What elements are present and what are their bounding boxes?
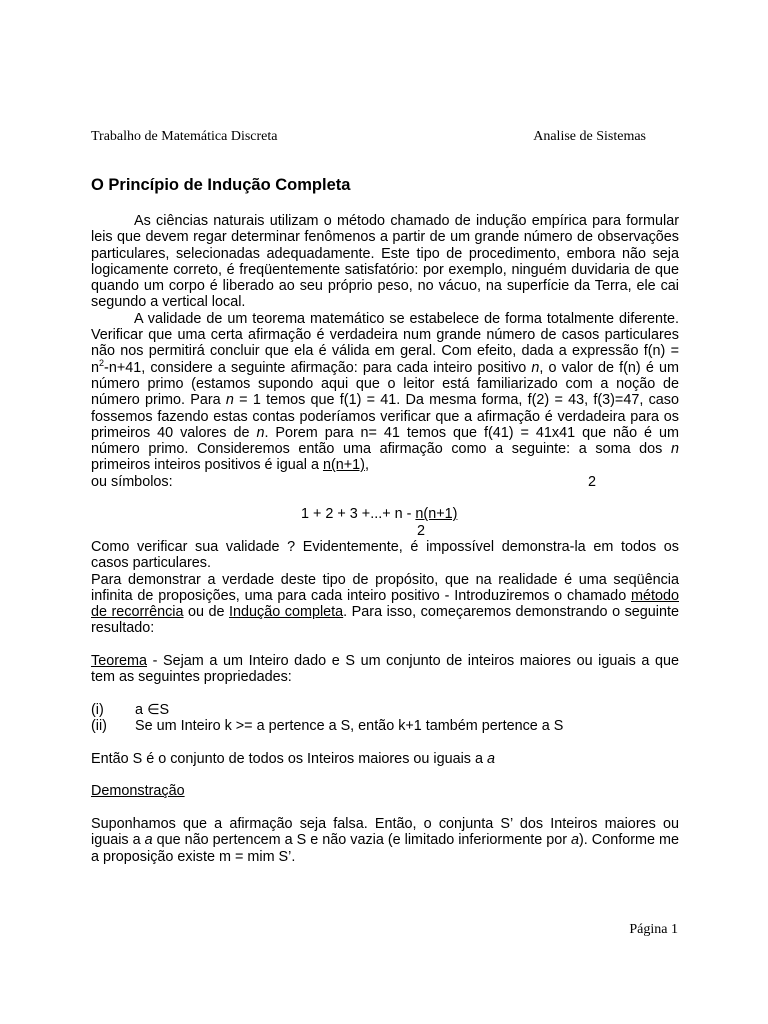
text-run: A validade de um teorema matemático se estabelece de forma totalmente diferente. Verificar que uma certa afirmação é verdadeira num grande número de casos particulares não nos permitirá concluir que ela é válida em geral. Com efeito, dada a expressão f(n) = n [91, 310, 679, 376]
variable-a: a [144, 832, 153, 849]
spacer [91, 800, 679, 816]
text-run: = 1 temos que f(1) = 41. Da mesma forma, f(2) = 43, f(3)=47, caso fossemos fazendo estas contas poderíamos verificar que a afirmação é verdadeira para os primeiros 40 valores de [91, 392, 679, 441]
text-run: , o valor de f(n) é um número primo (estamos supondo aqui que o leitor está familiarizado com a noção de número primo. Para [91, 359, 679, 409]
variable-n: n [531, 359, 540, 376]
variable-a: a [571, 832, 580, 849]
paragraph-validity [91, 311, 679, 474]
spacer [91, 767, 679, 783]
spacer [91, 490, 679, 506]
text-run: - Sejam a um Inteiro dado e S um conjunto de inteiros maiores ou iguais a que tem as seguintes propriedades: [91, 653, 679, 686]
sum-formula [91, 506, 679, 539]
list-item-text: Se um Inteiro k >= a pertence a S, então k+1 também pertence a S [135, 718, 564, 735]
variable-n: n [670, 441, 679, 458]
list-item-number: (ii) [91, 718, 107, 735]
spacer [91, 735, 679, 751]
variable-a: a [487, 750, 496, 767]
superscript: 2 [99, 357, 105, 368]
text-run: -n+41, considere a seguinte afirmação: para cada inteiro positivo [104, 359, 532, 376]
demonstration-label: Demonstração [91, 783, 185, 800]
text-run: primeiros inteiros positivos é igual a [91, 457, 323, 474]
paragraph-symbols-line [91, 474, 679, 490]
document-body [91, 213, 679, 865]
document-title: O Princípio de Indução Completa [91, 176, 351, 194]
list-item-number: (i) [91, 701, 104, 718]
fraction-numerator: n(n+1) [322, 457, 365, 474]
text-run: , [364, 457, 369, 474]
paragraph-intro: As ciências naturais utilizam o método chamado de indução empírica para formular leis que devem regar determinar fenômenos a partir de um grande número de observações particulares, selecionadas adequadamente. Este tipo de procedimento, embora não seja logicamente correto, é freqüentemente satisfatório: por exemplo, ninguém duvidaria de que quando um corpo é liberado ao seu próprio peso, no vácuo, na superfície da Terra, ele cai segundo a vertical local. [91, 213, 679, 311]
term-recurrence-method: método de recorrência [91, 587, 679, 621]
page-header [91, 129, 646, 147]
formula-lhs: 1 + 2 + 3 +...+ n - [301, 506, 416, 523]
fraction-denominator: 2 [587, 473, 596, 490]
header-course-title: Trabalho de Matemática Discreta [91, 129, 278, 144]
text-run: Suponhamos que a afirmação seja falsa. Então, o conjunta S’ dos Inteiros maiores ou iguais a [91, 815, 679, 849]
formula-numerator: n(n+1) [415, 506, 458, 523]
text-run: ). Conforme me a proposição existe m = mim S’. [91, 832, 679, 865]
text-run: . Para isso, começaremos demonstrando o seguinte resultado: [91, 604, 679, 637]
paragraph-verify: Como verificar sua validade ? Evidentemente, é impossível demonstra-la em todos os casos particulares. [91, 538, 679, 572]
formula-line [91, 506, 679, 522]
list-item [91, 702, 679, 718]
formula-denominator: 2 [417, 522, 426, 539]
paragraph-recurrence [91, 572, 679, 637]
term-complete-induction: Indução completa [229, 604, 344, 621]
header-department: Analise de Sistemas [533, 129, 646, 144]
variable-n: n [225, 392, 234, 409]
variable-n: n [256, 424, 265, 441]
demonstration-heading [91, 783, 679, 799]
spacer [91, 637, 679, 653]
text-run: Então S é o conjunto de todos os Inteiros maiores ou iguais a [91, 750, 487, 767]
text-run: ou de [183, 604, 230, 621]
text-run: ou símbolos: [91, 473, 173, 490]
paragraph-conclusion [91, 751, 679, 767]
paragraph-demonstration [91, 816, 679, 865]
theorem-label: Teorema [91, 653, 147, 670]
spacer [91, 686, 679, 702]
list-item-text: a ∈S [135, 701, 170, 718]
text-run: Para demonstrar a verdade deste tipo de propósito, que na realidade é uma seqüência infinita de proposições, uma para cada inteiro positivo - Introduziremos o chamado [91, 571, 679, 604]
page-number: Página 1 [629, 922, 678, 937]
text-run: . Porem para n= 41 temos que f(41) = 41x41 que não é um número primo. Consideremos então uma afirmação como a seguinte: a soma dos [91, 424, 679, 458]
text-run: que não pertencem a S e não vazia (e limitado inferiormente por [152, 832, 571, 849]
paragraph-theorem [91, 653, 679, 686]
list-item [91, 718, 679, 734]
